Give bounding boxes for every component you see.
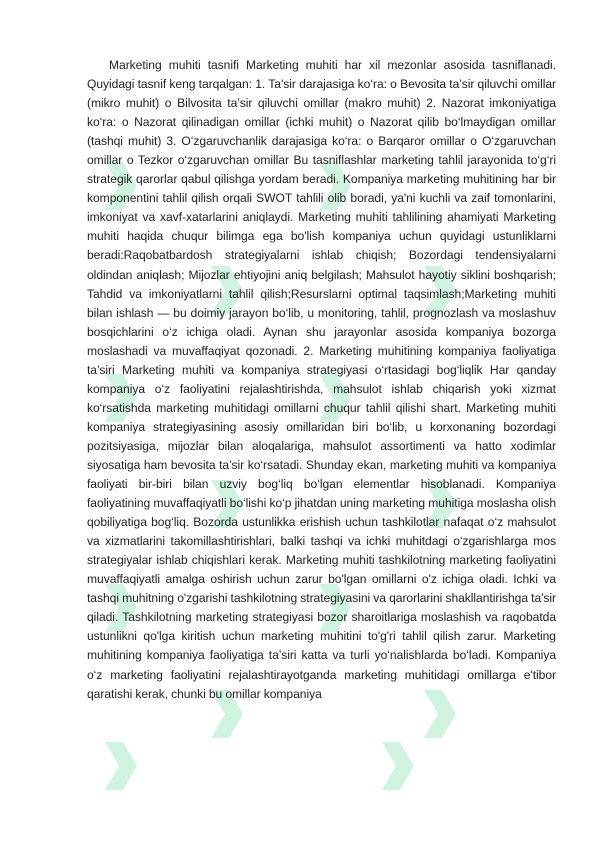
chevron-watermark-icon (101, 738, 141, 794)
chevron-watermark-icon (378, 738, 418, 794)
document-body-paragraph: Marketing muhiti tasnifi Marketing muhiti har xil mezonlar asosida tasniflanadi. Quyidagi tasnif keng tarqalgan: 1. Ta’sir darajasiga ko‘ra: o Bevosita ta’sir qiluvchi omillar (mikro muhit) o Bilvosita ta’sir qiluvchi omillar (makro muhit) 2. Nazorat imkoniyatiga ko‘ra: o Nazorat qilinadigan omillar (ichki muhit) o Nazorat qilib bo‘lmaydigan omillar (tashqi muhit) 3. O‘zgaruvchanlik darajasiga ko‘ra: o Barqaror omillar o O‘zgaruvchan omillar o Tezkor o‘zgaruvchan omillar Bu tasniflashlar marketing tahlil jarayonida to‘g‘ri strategik qarorlar qabul qilishga yordam beradi. Kompaniya marketing muhitining har bir komponentini tahlil qilish orqali SWOT tahlili olib boradi, ya'ni kuchli va zaif tomonlarini, imkoniyat va xavf-xatarlarini aniqlaydi. Marketing muhiti tahlilining ahamiyati Marketing muhiti haqida chuqur bilimga ega bo'lish kompaniya uchun quyidagi ustunliklarni beradi:Raqobatbardosh strategiyalarni ishlab chiqish; Bozordagi tendensiyalarni oldindan aniqlash; Mijozlar ehtiyojini aniq belgilash; Mahsulot hayotiy siklini boshqarish; Tahdid va imkoniyatlarni tahlil qilish;Resurslarni optimal taqsimlash;Marketing muhiti bilan ishlash — bu doimiy jarayon bo‘lib, u monitoring, tahlil, prognozlash va moslashuv bosqichlarini o‘z ichiga oladi. Aynan shu jarayonlar asosida kompaniya bozorga moslashadi va muvaffaqiyat qozonadi. 2. Marketing muhitining kompaniya faoliyatiga ta’siri Marketing muhiti va kompaniya strategiyasi o‘rtasidagi bog‘liqlik Har qanday kompaniya o‘z faoliyatini rejalashtirishda, mahsulot ishlab chiqarish yoki xizmat ko‘rsatishda marketing muhitidagi omillarni chuqur tahlil qilishi shart. Marketing muhiti kompaniya strategiyasining asosiy omillaridan biri bo‘lib, u korxonaning bozordagi pozitsiyasiga, mijozlar bilan aloqalariga, mahsulot assortimenti va hatto xodimlar siyosatiga ham bevosita ta’sir ko‘rsatadi. Shunday ekan, marketing muhiti va kompaniya faoliyati bir-biri bilan uzviy bog‘liq bo‘lgan elementlar hisoblanadi. Kompaniya faoliyatining muvaffaqiyatli bo‘lishi ko‘p jihatdan uning marketing muhitiga moslasha olish qobiliyatiga bog‘liq. Bozorda ustunlikka erishish uchun tashkilotlar nafaqat o‘z mahsulot va xizmatlarini takomillashtirishlari, balki tashqi va ichki muhitdagi o‘zgarishlarga mos strategiyalar ishlab chiqishlari kerak. Marketing muhiti tashkilotning marketing faoliyatini muvaffaqiyatli amalga oshirish uchun zarur bo'lgan omillarni o'z ichiga oladi. Ichki va tashqi muhitning o'zgarishi tashkilotning strategiyasini va qarorlarini shakllantirishga ta'sir qiladi. Tashkilotning marketing strategiyasi bozor sharoitlariga moslashish va raqobatda ustunlikni qo'lga kiritish uchun marketing muhitini to'g'ri tahlil qilish zarur. Marketing muhitining kompaniya faoliyatiga ta’siri katta va turli yo‘nalishlarda bo‘ladi. Kompaniya o‘z marketing faoliyatini rejalashtirayotganda marketing muhitidagi omillarga e'tibor qaratishi kerak, chunki bu omillar kompaniya (87, 58, 556, 701)
